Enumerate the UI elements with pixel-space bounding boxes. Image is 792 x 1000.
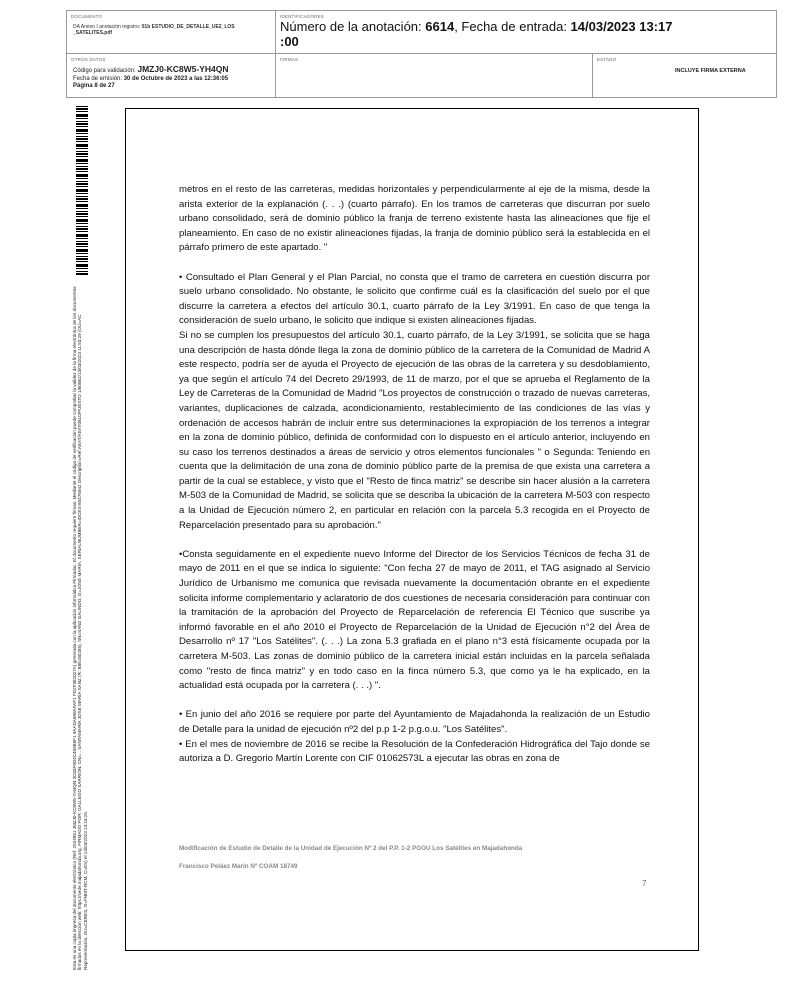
- page-counter: Página 8 de 27: [73, 83, 115, 90]
- estado-label: ESTADO: [597, 57, 617, 62]
- paragraph: • En el mes de noviembre de 2016 se recibe la Resolución de la Confederación Hidrográfica del Tajo donde se autoriza a D. Gregorio Martín Lorente con CIF 01062573L a ejecutar las obras en zona de: [179, 738, 650, 765]
- anotacion-tail: :00: [280, 34, 299, 49]
- barcode: [76, 106, 88, 276]
- page-number: 7: [642, 879, 647, 888]
- validation-code[interactable]: JMZJ0-KC8W5-YH4QN: [137, 64, 229, 74]
- paragraph: Si no se cumplen los presupuestos del artículo 30.1, cuarto párrafo, de la Ley 3/1991, se solicita que se haga una descripción de hasta dónde llega la zona de dominio público de la carretera de la Comunidad de Madrid A este respecto, podría ser de ayuda el Proyecto de ejecución de las obras de la carretera y su desdoblamiento, ya que según el artículo 74 del Decreto 29/1993, de 11 de marzo, por el que se aprueba el Reglamento de la Ley de Carreteras de la Comunidad de Madrid "Los proyectos de construcción o trazado de nuevas carreteras, variantes, duplicaciones de calzada, acondicionamiento, restablecimiento de las condiciones de las vías y ordenación de accesos habrán de incluir entre sus determinaciones la expropiación de los terrenos a integrar en la zona de dominio público, definida de conformidad con lo dispuesto en el artículo anterior, incluyendo en su caso los terrenos destinados a áreas de servicio y otros elementos funcionales " o Segunda: Teniendo en cuenta que la delimitación de una zona de dominio público parte de la premisa de que exista una carretera a partir de la cual se establece, y visto que el "Resto de finca matriz" se describe sin hacer alusión a la carretera M-503 de la Comunidad de Madrid, se solicita que se describa la ubicación de la carretera M-503 con respecto a la Unidad de Ejecución número 2, en particular en relación con la parcela 5.3 recogida en el Proyecto de Reparcelación presentado para su aprobación.": [179, 329, 650, 531]
- document-page: [125, 108, 699, 951]
- side-verification-block: [72, 285, 92, 970]
- estado-value: INCLUYE FIRMA EXTERNA: [675, 68, 746, 74]
- footer-title: Modificación de Estudio de Detalle de la Unidad de Ejecución Nº 2 del P.P. 1-2 PGOU Los Satélites en Majadahonda: [179, 845, 523, 852]
- paragraph: • En junio del año 2016 se requiere por parte del Ayuntamiento de Majadahonda la realización de un Estudio de Detalle para la unidad de ejecución nº2 del p.p 1-2 p.g.o.u. "Los Satélites".: [179, 709, 650, 735]
- identificadores-cell: [276, 11, 776, 54]
- firmas-label: FIRMAS: [280, 57, 299, 62]
- otros-datos-cell: [67, 54, 276, 97]
- document-header: [66, 10, 777, 98]
- footer-author: Francisco Peláez Marín Nº COAM 18749: [179, 863, 298, 870]
- documento-file: 01b ESTUDIO_DE_DETALLE_UE2_LOS _SATELITES.pdf: [73, 24, 235, 36]
- anotacion-date: 14/03/2023 13:17: [570, 19, 673, 34]
- paragraph: metros en el resto de las carreteras, medidas horizontales y perpendicularmente al eje de la misma, desde la arista exterior de la explanación (. . .) (cuarto párrafo). En los tramos de carreteras que discurran por suelo urbano consolidado, será de dominio público la franja de terreno existente hasta las alineaciones que fije el planeamiento. En caso de no existir alineaciones fijadas, la franja de dominio público será la establecida en el párrafo primero de este apartado. ": [179, 184, 650, 254]
- identificadores-label: IDENTIFICADORES: [280, 14, 325, 19]
- page-body: [179, 183, 650, 781]
- emission-date: 30 de Octubre de 2023 a las 12:36:05: [123, 75, 229, 82]
- side-verification-text: Esta es una copia impresa del documento electrónico (Ref: 2524951 JMZJ0-KC8W5-YH4QN 3C83F9D4C489B5F1 9AADA898AFAF1 FD2F382027A) generada con la aplicación informática Firmadoc. El documento requiere firmas. Mediante el código de verificación puede comprobar la validez de la firma electrónica de los documentos firmados en la dirección web: https://sede.majadahonda.org. FIRMADO POR: GALLEGO SARRIÓN, CN=... SANTAMARÍA JOSÉ MARÍA SANZ (R: B85180285), SN=SANZ GALINDO, G=JOSÉ MARÍA, SERIALNUMBER=IDCES-50476942 Description=Ref:AEAT/AEAT0810/PUESTO 1/60862/13/03/2023 11:53:29 (OU=AC Representación, OU=CERES, O=FNMT-RCM, C=ES) el 14/03/2023 13:16:25.: [72, 286, 88, 970]
- otros-datos-label: OTROS DATOS: [71, 57, 106, 62]
- documento-cell: [67, 11, 276, 54]
- documento-label: DOCUMENTO: [71, 14, 103, 19]
- otros-datos-text: Código para validación: JMZJ0-KC8W5-YH4QN Fecha de emisión: 30 de Octubre de 2023 a las 12:36:05 Página 8 de 27: [73, 64, 229, 90]
- anotacion-number: 6614: [425, 19, 455, 34]
- firmas-cell: [276, 54, 593, 97]
- anotacion-text: Número de la anotación: 6614, Fecha de entrada: 14/03/2023 13:17 :00: [280, 19, 673, 49]
- documento-value: DA Anexo I anotación registro: 01b ESTUDIO_DE_DETALLE_UE2_LOS _SATELITES.pdf: [73, 24, 235, 36]
- estado-cell: [593, 54, 776, 97]
- paragraph: • Consultado el Plan General y el Plan Parcial, no consta que el tramo de carretera en cuestión discurra por suelo urbano consolidado. No obstante, le solicito que confirme cuál es la clasificación del suelo por el que discurre la carretera a efectos del artículo 30.1, cuarto párrafo de la Ley 3/1991. En caso de que tenga la consideración de suelo urbano, le solicito que indique si existen alineaciones fijadas.: [179, 271, 650, 327]
- paragraph: •Consta seguidamente en el expediente nuevo Informe del Director de los Servicios Técnicos de fecha 31 de mayo de 2011 en el que se indica lo siguiente: "Con fecha 27 de mayo de 2011, el TAG asignado al Servicio Jurídico de Urbanismo me comunica que revisada nuevamente la documentación obrante en el expediente solicita informe complementario y aclaratorio de dos cuestiones de necesaria consideración para continuar con la tramitación de la aprobación del Proyecto de Reparcelación de referencia El Técnico que suscribe ya informó favorable en el año 2010 el Proyecto de Reparcelación de la Unidad de Ejecución n°2 del Área de Desarrollo nº 17 "Los Satélites". (. . .) La zona 5.3 grafiada en el plano n°3 está físicamente ocupada por la carretera M-503. Las zonas de dominio público de la carretera inicial están incluidas en la parcela señalada como "resto de finca matriz" y en todo caso en la finca número 5.3, que como ya le ha explicado, en la actualidad está ocupada por la carretera (. . .) ".: [179, 548, 650, 692]
